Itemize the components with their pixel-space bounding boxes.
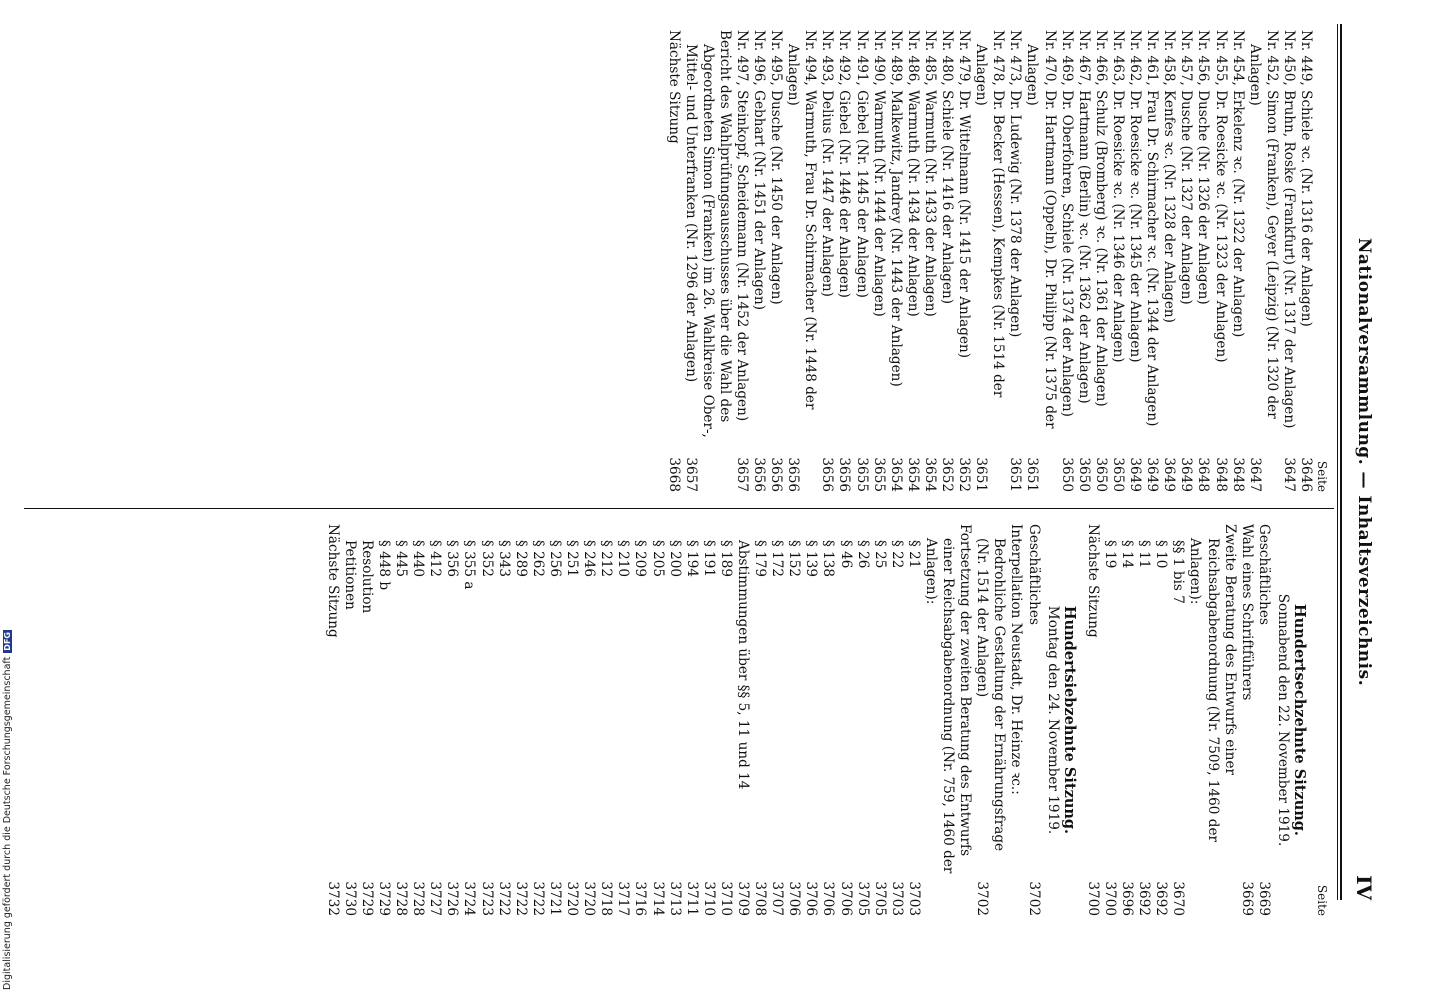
toc-entry-text: § 11 bbox=[1136, 540, 1153, 569]
toc-entry bbox=[563, 524, 580, 916]
toc-entry bbox=[1023, 30, 1057, 492]
toc-entry-page: 3710 bbox=[700, 881, 717, 916]
toc-entry-page: 3708 bbox=[752, 881, 769, 916]
toc-entry bbox=[1229, 30, 1246, 492]
toc-entry-text: § 10 bbox=[1153, 540, 1170, 569]
toc-entry bbox=[734, 524, 751, 916]
toc-entry-page: 3722 bbox=[529, 881, 546, 916]
toc-entry-page: 3650 bbox=[1092, 457, 1109, 492]
toc-entry bbox=[426, 524, 443, 916]
toc-entry bbox=[358, 524, 375, 916]
toc-entry-text: Nr. 497, Steinkopf, Scheidemann (Nr. 1452 der Anlagen) bbox=[733, 30, 750, 422]
toc-entry-page: 3648 bbox=[1212, 457, 1229, 492]
toc-entry-page: 3700 bbox=[1101, 881, 1118, 916]
toc-entry bbox=[802, 524, 819, 916]
left-column bbox=[664, 30, 1330, 492]
toc-entry-text: Nr. 450, Bruhn, Roske (Frankfurt) (Nr. 1317 der Anlagen) bbox=[1280, 30, 1297, 429]
toc-entry bbox=[1160, 30, 1177, 492]
toc-entry bbox=[819, 524, 836, 916]
toc-entry-text: Nr. 493, Delius (Nr. 1447 der Anlagen) bbox=[819, 30, 836, 297]
toc-entry bbox=[546, 524, 563, 916]
toc-entry bbox=[938, 30, 955, 492]
toc-entry-text: § 256 bbox=[546, 540, 563, 578]
toc-entry-text: § 46 bbox=[837, 540, 854, 569]
toc-entry-page: 3649 bbox=[1178, 457, 1195, 492]
header-rule bbox=[1340, 24, 1342, 900]
toc-entry-page: 3728 bbox=[393, 881, 410, 916]
toc-entry-text: § 26 bbox=[854, 540, 871, 569]
toc-entry-text: § 412 bbox=[427, 540, 444, 578]
toc-entry bbox=[1109, 30, 1126, 492]
toc-entry-text: Bericht des Wahlprüfungsausschusses über die Wahl des Abgeordneten Simon (Franken) im 26. Wahlkreise Ober-, Mittel- und Unterfranken (Nr. 1296 der Anlagen) bbox=[682, 30, 733, 438]
toc-entry bbox=[717, 524, 734, 916]
toc-entry bbox=[409, 524, 426, 916]
toc-entry-page: 3706 bbox=[786, 881, 803, 916]
toc-entry-text: § 21 bbox=[905, 540, 922, 569]
toc-entry-text: § 289 bbox=[512, 540, 529, 578]
toc-entry-page: 3654 bbox=[904, 457, 921, 492]
toc-entry-page: 3724 bbox=[461, 881, 478, 916]
toc-entry bbox=[922, 524, 973, 916]
toc-entry bbox=[767, 30, 784, 492]
toc-entry-page: 3692 bbox=[1153, 881, 1170, 916]
toc-entry bbox=[631, 524, 648, 916]
toc-entry-text: Nr. 466, Schulz (Bromberg) ꝛc. (Nr. 1361 der Anlagen) bbox=[1092, 30, 1109, 407]
toc-entry-page: 3669 bbox=[1255, 881, 1272, 916]
section-date: Montag den 24. November 1919. bbox=[1044, 605, 1061, 835]
toc-entry bbox=[700, 524, 717, 916]
toc-entry-text: § 19 bbox=[1101, 540, 1118, 569]
toc-entry bbox=[1143, 30, 1160, 492]
toc-entry-page: 3646 bbox=[1298, 457, 1314, 492]
toc-entry-page: 3727 bbox=[427, 881, 444, 916]
toc-entry-page: 3702 bbox=[1025, 881, 1042, 916]
seite-label: Seite bbox=[1315, 884, 1329, 916]
toc-entry bbox=[1135, 524, 1152, 916]
toc-entry bbox=[1025, 524, 1042, 916]
toc-entry-text: Nr. 490, Warmuth (Nr. 1444 der Anlagen) bbox=[870, 30, 887, 317]
toc-entry-text: § 356 bbox=[444, 540, 461, 578]
toc-entry-page: 3706 bbox=[820, 881, 837, 916]
toc-entry-text: Nr. 458, Kenfes ꝛc. (Nr. 1328 der Anlagen) bbox=[1161, 30, 1178, 323]
toc-entry bbox=[955, 30, 972, 492]
toc-entry bbox=[1238, 524, 1255, 916]
toc-entry-text: Nr. 456, Dusche (Nr. 1326 der Anlagen) bbox=[1195, 30, 1212, 305]
toc-entry-text: § 139 bbox=[803, 540, 820, 578]
toc-entry-text: § 448 b bbox=[376, 540, 393, 591]
toc-entry-text: Nr. 461, Frau Dr. Schirmacher ꝛc. (Nr. 1344 der Anlagen) bbox=[1144, 30, 1161, 427]
toc-entry-page: 3657 bbox=[733, 457, 750, 492]
toc-entry bbox=[341, 524, 358, 916]
section-entry-list bbox=[324, 524, 1042, 916]
toc-entry-text: Nr. 462, Dr. Roesicke ꝛc. (Nr. 1345 der Anlagen) bbox=[1127, 30, 1144, 363]
toc-entry bbox=[1075, 30, 1092, 492]
toc-entry bbox=[751, 524, 768, 916]
toc-entry bbox=[495, 524, 512, 916]
toc-entry-text: Nr. 489, Malkewitz, Jandrey (Nr. 1443 der Anlagen) bbox=[887, 30, 904, 387]
toc-entry bbox=[1101, 524, 1118, 916]
toc-entry-page: 3656 bbox=[819, 457, 836, 492]
toc-entry-text: Nr. 486, Warmuth (Nr. 1434 der Anlagen) bbox=[904, 30, 921, 317]
section-date: Sonnabend den 22. November 1919. bbox=[1274, 593, 1291, 847]
toc-entry-text: Nächste Sitzung bbox=[1084, 524, 1101, 638]
toc-entry-text: Nr. 496, Gebhart (Nr. 1451 der Anlagen) bbox=[751, 30, 767, 311]
toc-entry bbox=[972, 30, 1006, 492]
toc-entry-page: 3649 bbox=[1161, 457, 1178, 492]
toc-entry-page: 3650 bbox=[1075, 457, 1092, 492]
toc-entry-text: § 194 bbox=[683, 540, 700, 578]
toc-entry-page: 3670 bbox=[1170, 881, 1187, 916]
toc-entry-text: Nr. 463, Dr. Roesicke ꝛc. (Nr. 1346 der Anlagen) bbox=[1109, 30, 1126, 363]
toc-entry-text: § 191 bbox=[700, 540, 717, 578]
toc-entry bbox=[1169, 524, 1186, 916]
toc-entry-text: § 22 bbox=[888, 540, 905, 569]
toc-entry-text: § 25 bbox=[871, 540, 888, 569]
toc-entry bbox=[973, 524, 1024, 916]
toc-entry bbox=[836, 524, 853, 916]
toc-entry-text: Petitionen bbox=[341, 540, 358, 610]
toc-entry-text: Wahl eines Schriftführers bbox=[1238, 524, 1255, 701]
toc-entry-page: 3709 bbox=[735, 881, 751, 916]
toc-entry-text: Nr. 457, Dusche (Nr. 1327 der Anlagen) bbox=[1178, 30, 1195, 305]
toc-entry bbox=[835, 30, 852, 492]
toc-entry-page: 3710 bbox=[717, 881, 734, 916]
toc-entry-text: § 205 bbox=[649, 540, 666, 578]
toc-entry-page: 3700 bbox=[1084, 881, 1101, 916]
toc-entry-text: Abstimmungen über §§ 5, 11 und 14 bbox=[735, 540, 751, 790]
toc-entry-page: 3657 bbox=[682, 457, 699, 492]
toc-entry-text: § 138 bbox=[820, 540, 837, 578]
toc-entry-page: 3651 bbox=[1007, 457, 1024, 492]
toc-entry-page: 3696 bbox=[1119, 881, 1136, 916]
toc-entry-page: 3652 bbox=[956, 457, 973, 492]
toc-entry-page: 3651 bbox=[973, 457, 990, 492]
section-title: Hundertsiebzehnte Sitzung. bbox=[1060, 605, 1078, 835]
toc-entry-text: § 445 bbox=[393, 540, 410, 578]
toc-entry bbox=[1006, 30, 1023, 492]
toc-entry bbox=[597, 524, 614, 916]
toc-entry-page: 3729 bbox=[358, 881, 375, 916]
toc-entry bbox=[392, 524, 409, 916]
toc-entry bbox=[904, 30, 921, 492]
toc-entry-text: § 189 bbox=[717, 540, 734, 578]
toc-entry-text: Nr. 494, Warmuth, Frau Dr. Schirmacher (Nr. 1448 der Anlagen) bbox=[785, 30, 819, 410]
toc-entry-page: 3655 bbox=[870, 457, 887, 492]
toc-entry-page: 3654 bbox=[921, 457, 938, 492]
toc-entry-text: § 212 bbox=[598, 540, 615, 578]
toc-entry bbox=[1177, 30, 1194, 492]
toc-entry bbox=[888, 524, 905, 916]
toc-entry bbox=[1211, 30, 1228, 492]
toc-entry bbox=[1194, 30, 1211, 492]
toc-entry bbox=[921, 30, 938, 492]
toc-entry-text: Fortsetzung der zweiten Beratung des Entwurfs einer Reichsabgabenordnung (Nr. 759, 1460 der Anlagen): bbox=[923, 524, 974, 874]
toc-entry-text: Nr. 454, Erkelenz ꝛc. (Nr. 1322 der Anlagen) bbox=[1229, 30, 1246, 338]
toc-entry-page: 3718 bbox=[598, 881, 615, 916]
toc-entry bbox=[785, 524, 802, 916]
toc-entry-page: 3703 bbox=[888, 881, 905, 916]
toc-entry-text: § 179 bbox=[752, 540, 769, 578]
toc-entry bbox=[905, 524, 922, 916]
toc-entry-text: § 210 bbox=[615, 540, 632, 578]
toc-entry-text: § 209 bbox=[632, 540, 649, 578]
toc-entry-text: § 246 bbox=[581, 540, 598, 578]
toc-entry bbox=[324, 524, 341, 916]
toc-entry-text: Nr. 478, Dr. Becker (Hessen), Kempkes (Nr. 1514 der Anlagen) bbox=[973, 30, 1007, 398]
toc-entry-page: 3647 bbox=[1280, 457, 1297, 492]
toc-entry-page: 3729 bbox=[376, 881, 393, 916]
toc-entry-page: 3716 bbox=[632, 881, 649, 916]
toc-entry bbox=[1092, 30, 1109, 492]
toc-entry-text: § 251 bbox=[564, 540, 581, 578]
toc-entry-page: 3702 bbox=[974, 881, 991, 916]
toc-entry bbox=[529, 524, 546, 916]
toc-entry-page: 3647 bbox=[1246, 457, 1263, 492]
toc-entry-page: 3720 bbox=[564, 881, 581, 916]
toc-entry-page: 3726 bbox=[444, 881, 461, 916]
toc-entry-text: Nr. 479, Dr. Wittelmann (Nr. 1415 der Anlagen) bbox=[956, 30, 973, 359]
header-rule-thin bbox=[1337, 24, 1338, 900]
toc-entry bbox=[750, 30, 767, 492]
toc-entry bbox=[871, 524, 888, 916]
toc-entry-text: Nr. 467, Hartmann (Berlin) ꝛc. (Nr. 1362 der Anlagen) bbox=[1075, 30, 1092, 404]
toc-entry bbox=[683, 524, 700, 916]
toc-entry-page: 3705 bbox=[871, 881, 888, 916]
toc-entry bbox=[443, 524, 460, 916]
toc-entry bbox=[375, 524, 392, 916]
toc-entry-page: 3649 bbox=[1127, 457, 1144, 492]
toc-entry bbox=[1255, 524, 1272, 916]
toc-entry-page: 3711 bbox=[683, 881, 700, 916]
toc-entry bbox=[1246, 30, 1280, 492]
toc-entry-page: 3706 bbox=[803, 881, 820, 916]
toc-entry-text: § 355 a bbox=[461, 540, 478, 590]
toc-entry bbox=[478, 524, 495, 916]
toc-entry bbox=[1126, 30, 1143, 492]
toc-entry-text: Nr. 449, Schiele ꝛc. (Nr. 1316 der Anlagen) bbox=[1298, 30, 1314, 327]
toc-entry bbox=[768, 524, 785, 916]
toc-entry-text: Geschäftliches bbox=[1025, 524, 1042, 625]
toc-entry-text: Nr. 491, Giebel (Nr. 1445 der Anlagen) bbox=[853, 30, 870, 298]
toc-entry-page: 3714 bbox=[649, 881, 666, 916]
toc-entry bbox=[648, 524, 665, 916]
toc-entry bbox=[854, 524, 871, 916]
toc-entry-text: § 14 bbox=[1119, 540, 1136, 569]
toc-entry bbox=[1152, 524, 1169, 916]
toc-entry-page: 3692 bbox=[1136, 881, 1153, 916]
toc-entry-page: 3703 bbox=[905, 881, 922, 916]
dfg-logo: DFG bbox=[3, 632, 12, 651]
toc-entry-text: Zweite Beratung des Entwurfs einer Reichsabgabenordnung (Nr. 7509, 1460 der Anlagen): bbox=[1187, 524, 1238, 843]
toc-entry-text: §§ 1 bis 7 bbox=[1170, 540, 1187, 604]
toc-entry-text: Interpellation Neustadt, Dr. Heinze ꝛc.: Bedrohliche Gestaltung der Ernährungsfrage (Nr. 1514 der Anlagen) bbox=[974, 524, 1025, 852]
toc-entry-text: § 152 bbox=[786, 540, 803, 578]
toc-entry bbox=[580, 524, 597, 916]
toc-entry-page: 3648 bbox=[1195, 457, 1212, 492]
toc-entry-text: Resolution bbox=[358, 540, 375, 614]
toc-entry-text: § 200 bbox=[666, 540, 683, 578]
toc-entry-page: 3728 bbox=[410, 881, 427, 916]
toc-entry-text: Nr. 495, Dusche (Nr. 1450 der Anlagen) bbox=[768, 30, 785, 305]
toc-entry bbox=[1186, 524, 1237, 916]
toc-entry-text: § 343 bbox=[495, 540, 512, 578]
toc-entry bbox=[784, 30, 818, 492]
page-header bbox=[1344, 24, 1384, 900]
section-entry-list bbox=[1084, 524, 1272, 916]
toc-entry-page: 3722 bbox=[512, 881, 529, 916]
toc-entry-text: § 172 bbox=[769, 540, 786, 578]
toc-entry bbox=[1118, 524, 1135, 916]
toc-entry-text: Nr. 470, Dr. Hartmann (Oppeln), Dr. Philipp (Nr. 1375 der Anlagen) bbox=[1024, 30, 1058, 429]
toc-entry-page: 3656 bbox=[836, 457, 853, 492]
toc-entry bbox=[818, 30, 835, 492]
right-column bbox=[324, 524, 1330, 916]
toc-entry-page: 3713 bbox=[666, 881, 683, 916]
toc-entry bbox=[682, 30, 733, 492]
toc-entry-page: 3650 bbox=[1109, 457, 1126, 492]
toc-entry bbox=[1084, 524, 1101, 916]
column-divider bbox=[24, 508, 1334, 509]
credit-strip bbox=[0, 0, 22, 1000]
toc-entry-page: 3652 bbox=[939, 457, 956, 492]
toc-entry-text: Nr. 469, Dr. Oberfohren, Schiele (Nr. 1374 der Anlagen) bbox=[1058, 30, 1075, 417]
toc-entry bbox=[460, 524, 477, 916]
toc-entry-text: Nr. 492, Giebel (Nr. 1446 der Anlagen) bbox=[836, 30, 853, 298]
toc-entry-page: 3721 bbox=[546, 881, 563, 916]
toc-entry bbox=[733, 30, 750, 492]
toc-entry bbox=[512, 524, 529, 916]
section-title: Hundertsechzehnte Sitzung. bbox=[1291, 604, 1308, 836]
toc-entry bbox=[614, 524, 631, 916]
toc-entry bbox=[664, 30, 681, 492]
toc-entry-page: 3730 bbox=[341, 881, 358, 916]
seite-label: Seite bbox=[1315, 460, 1329, 492]
toc-entry-page: 3705 bbox=[854, 881, 871, 916]
toc-entry bbox=[1297, 30, 1314, 492]
toc-entry-page: 3651 bbox=[1024, 457, 1041, 492]
toc-entry-page: 3655 bbox=[853, 457, 870, 492]
page-title: Nationalversammlung. — Inhaltsverzeichnis. bbox=[1354, 237, 1374, 687]
toc-entry-text: § 440 bbox=[410, 540, 427, 578]
toc-entry-page: 3720 bbox=[581, 881, 598, 916]
toc-entry-text: § 352 bbox=[478, 540, 495, 578]
toc-entry-page: 3722 bbox=[495, 881, 512, 916]
toc-entry-page: 3732 bbox=[324, 881, 341, 916]
toc-entry-page: 3706 bbox=[837, 881, 854, 916]
toc-entry-text: Nr. 480, Schiele (Nr. 1416 der Anlagen) bbox=[939, 30, 956, 305]
toc-entry bbox=[1058, 30, 1075, 492]
toc-entry-text: Nr. 452, Simon (Franken), Geyer (Leipzig) (Nr. 1320 der Anlagen) bbox=[1246, 30, 1280, 419]
toc-entry-page: 3669 bbox=[1238, 881, 1255, 916]
toc-entry-page: 3648 bbox=[1229, 457, 1246, 492]
toc-entry-page: 3656 bbox=[768, 457, 785, 492]
toc-entry-text: Nr. 473, Dr. Ludewig (Nr. 1378 der Anlagen) bbox=[1007, 30, 1024, 338]
toc-entry bbox=[852, 30, 869, 492]
toc-entry-page: 3649 bbox=[1144, 457, 1161, 492]
toc-entry-text: § 262 bbox=[529, 540, 546, 578]
toc-entry bbox=[666, 524, 683, 916]
toc-entry-page: 3654 bbox=[887, 457, 904, 492]
toc-entry-text: Geschäftliches bbox=[1255, 524, 1272, 625]
toc-entry-page: 3656 bbox=[751, 457, 767, 492]
toc-entry-page: 3723 bbox=[478, 881, 495, 916]
toc-entry bbox=[870, 30, 887, 492]
toc-entry-page: 3717 bbox=[615, 881, 632, 916]
toc-entry bbox=[887, 30, 904, 492]
credit-text: Digitalisierung gefördert durch die Deutsche Forschungsgemeinschaft bbox=[2, 656, 13, 990]
toc-entry-text: Nr. 485, Warmuth (Nr. 1433 der Anlagen) bbox=[921, 30, 938, 317]
toc-entry-page: 3707 bbox=[769, 881, 786, 916]
toc-entry bbox=[1280, 30, 1297, 492]
page-number: IV bbox=[1352, 875, 1376, 900]
left-entry-list bbox=[664, 30, 1314, 492]
toc-entry-text: Nächste Sitzung bbox=[665, 30, 682, 144]
toc-entry-page: 3656 bbox=[785, 457, 802, 492]
toc-entry-page: 3650 bbox=[1058, 457, 1075, 492]
toc-entry-text: Nächste Sitzung bbox=[324, 524, 341, 638]
toc-entry-page: 3668 bbox=[665, 457, 682, 492]
toc-entry-text: Nr. 455, Dr. Roesicke ꝛc. (Nr. 1323 der Anlagen) bbox=[1212, 30, 1229, 363]
